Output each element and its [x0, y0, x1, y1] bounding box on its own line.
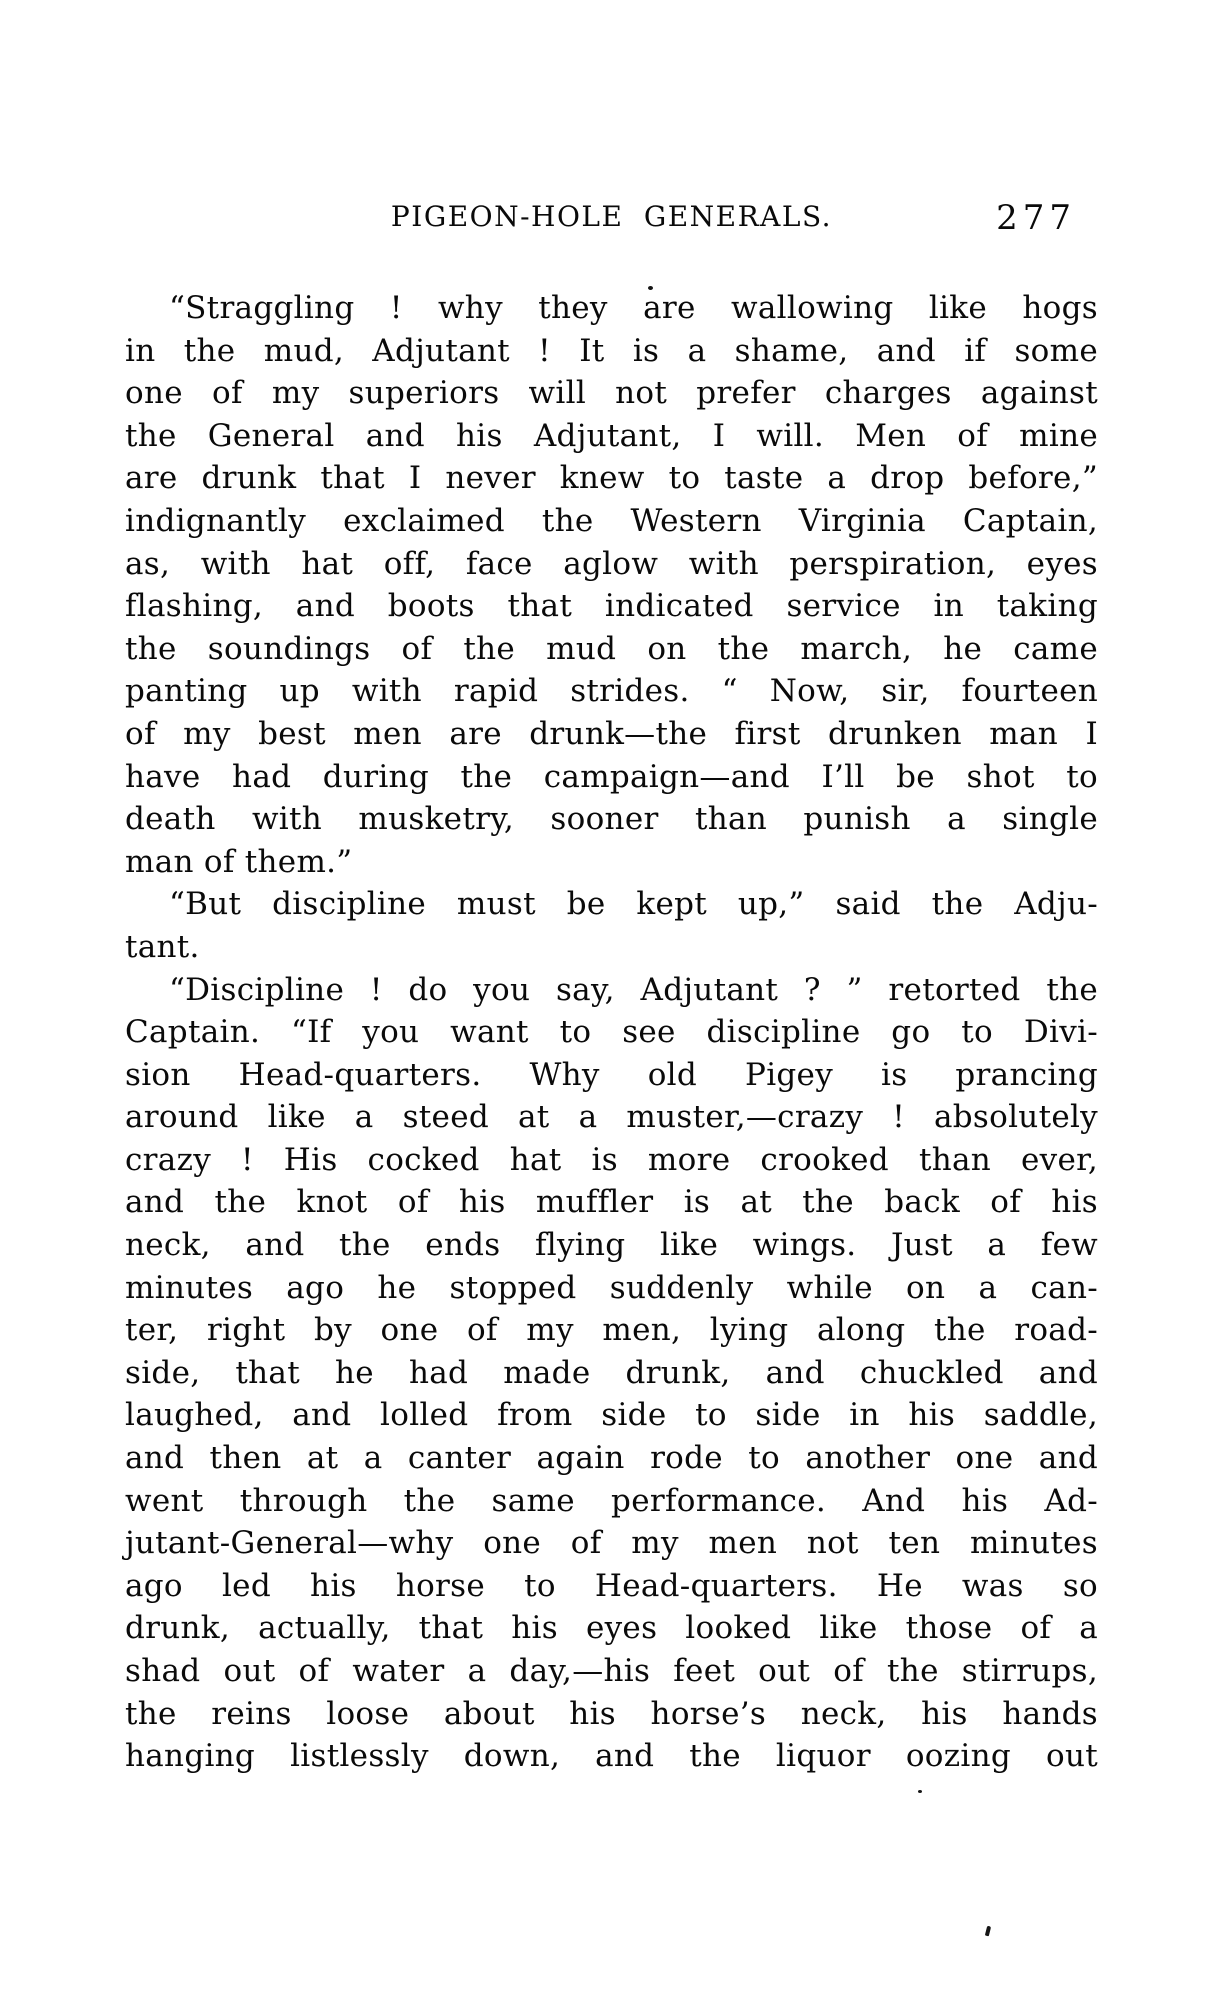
running-header-title: PIGEON-HOLE GENERALS.	[390, 200, 833, 233]
text-line: man of them.”	[125, 843, 353, 880]
text-line: “But discipline must be kept up,” said the Adju-	[169, 886, 1098, 923]
body-text	[125, 287, 1098, 1778]
text-line: as, with hat off, face aglow with perspiration, eyes	[125, 545, 1098, 582]
text-line: minutes ago he stopped suddenly while on a can-	[125, 1269, 1098, 1306]
text-line: tant.	[125, 928, 200, 965]
text-line: went through the same performance. And his Ad-	[125, 1482, 1098, 1519]
text-line: flashing, and boots that indicated service in taking	[125, 588, 1098, 625]
text-line: laughed, and lolled from side to side in his saddle,	[125, 1397, 1098, 1434]
text-line: have had during the campaign—and I’ll be shot to	[125, 758, 1098, 795]
text-line: in the mud, Adjutant ! It is a shame, and if some	[125, 332, 1098, 369]
text-line: the reins loose about his horse’s neck, his hands	[125, 1695, 1098, 1732]
text-line: shad out of water a day,—his feet out of the stirrups,	[125, 1653, 1098, 1689]
text-line: ago led his horse to Head-quarters. He was so	[125, 1567, 1098, 1604]
text-line: side, that he had made drunk, and chuckled and	[125, 1354, 1098, 1391]
text-line: around like a steed at a muster,—crazy ! absolutely	[125, 1099, 1098, 1136]
text-line: are drunk that I never knew to taste a drop before,”	[125, 460, 1098, 497]
text-line: “Straggling ! why they are wallowing like hogs	[169, 290, 1098, 326]
text-line: and the knot of his muffler is at the back of his	[125, 1184, 1098, 1221]
text-line: the soundings of the mud on the march, he came	[125, 630, 1098, 667]
ink-speck	[648, 286, 653, 290]
text-line: one of my superiors will not prefer charges against	[125, 375, 1098, 412]
text-line: panting up with rapid strides. “ Now, sir, fourteen	[125, 673, 1098, 710]
text-line: drunk, actually, that his eyes looked like those of a	[125, 1610, 1098, 1647]
text-line: sion Head-quarters. Why old Pigey is prancing	[125, 1056, 1098, 1093]
text-line: death with musketry, sooner than punish a single	[125, 801, 1098, 838]
text-line: ter, right by one of my men, lying along the road-	[125, 1312, 1098, 1349]
text-line: “Discipline ! do you say, Adjutant ? ” retorted the	[169, 971, 1098, 1008]
page-number: 277	[996, 198, 1076, 238]
text-line: indignantly exclaimed the Western Virginia Captain,	[125, 502, 1098, 539]
text-line: the General and his Adjutant, I will. Men of mine	[125, 417, 1098, 454]
ink-speck	[985, 1926, 991, 1937]
text-line: and then at a canter again rode to another one and	[125, 1440, 1098, 1477]
ink-speck	[918, 1790, 922, 1793]
text-line: of my best men are drunk—the first drunken man I	[125, 715, 1098, 752]
text-line: hanging listlessly down, and the liquor oozing out	[125, 1738, 1098, 1775]
text-line: Captain. “If you want to see discipline go to Divi-	[125, 1014, 1098, 1051]
text-line: neck, and the ends flying like wings. Just a few	[125, 1227, 1098, 1264]
text-line: jutant-General—why one of my men not ten minutes	[125, 1525, 1098, 1562]
text-line: crazy ! His cocked hat is more crooked than ever,	[125, 1141, 1098, 1178]
